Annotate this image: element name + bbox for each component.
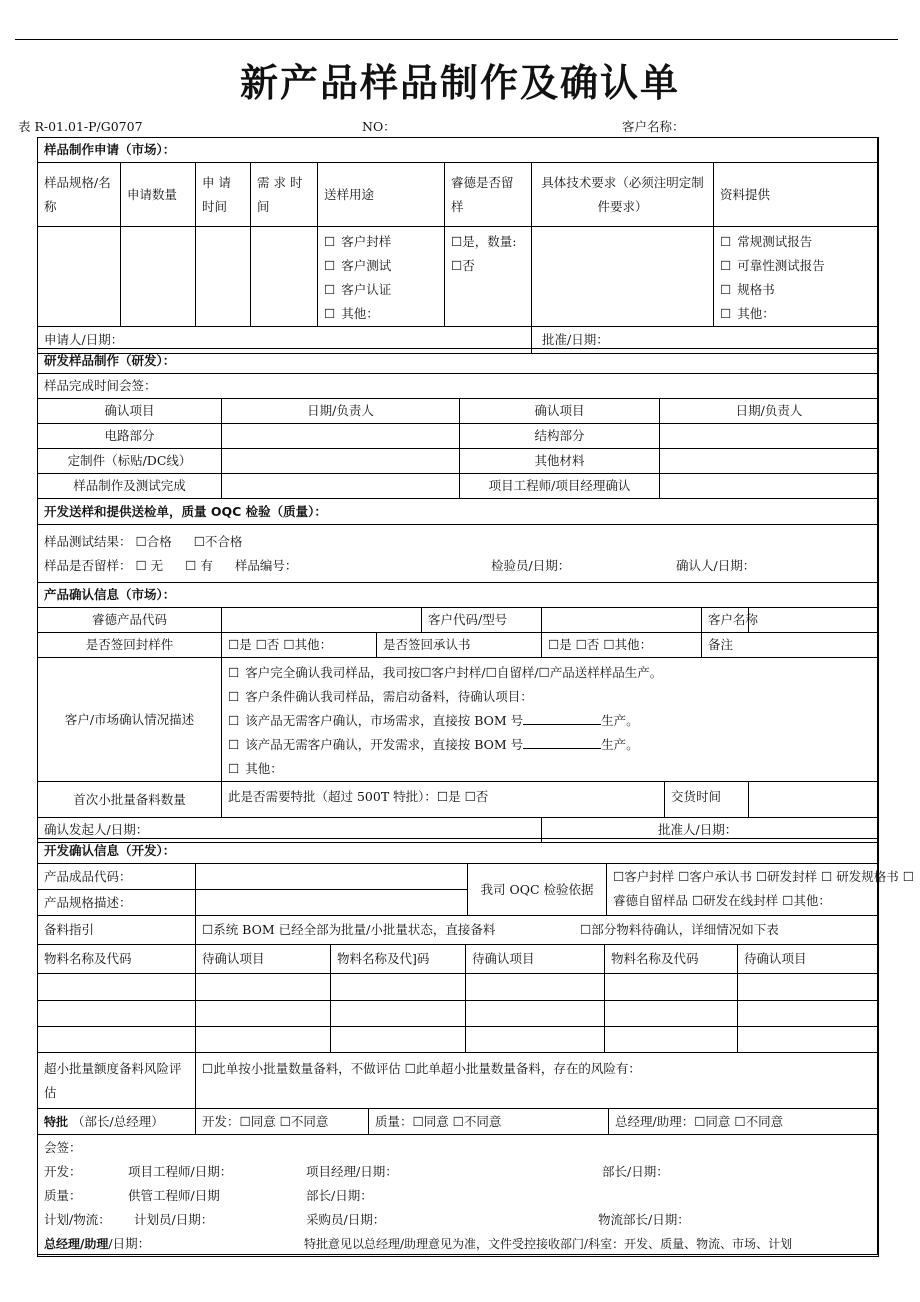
customer-name-cell-label: 客户名称: [702, 608, 749, 633]
approval-date-label: 批准/日期：: [542, 332, 609, 347]
dev-director-date[interactable]: 部长/日期：: [602, 1164, 669, 1179]
logistics-director-date[interactable]: 物流部长/日期：: [598, 1212, 690, 1227]
gm-date-label: /日期：: [108, 1236, 151, 1251]
purpose-options: [318, 227, 445, 327]
col-docs: 资料提供: [714, 163, 879, 227]
product-desc-label: 产品规格描述：: [38, 890, 196, 916]
inspector-date[interactable]: 检验员/日期：: [491, 558, 571, 573]
gm-date[interactable]: [44, 1232, 150, 1256]
input-delivery-time[interactable]: [749, 782, 879, 818]
input-product-code[interactable]: [222, 608, 422, 633]
input-qty[interactable]: [121, 227, 196, 327]
input-need-time[interactable]: [251, 227, 318, 327]
oqc-options-line1[interactable]: ☐客户封样 ☐客户承认书 ☐研发封样 ☐ 研发规格书 ☐: [613, 869, 914, 884]
item-label: 电路部分: [38, 424, 222, 449]
pending-col: 待确认项目: [196, 945, 331, 974]
input-tech-req[interactable]: [532, 227, 714, 327]
cell[interactable]: [738, 974, 879, 1001]
checkbox-pass[interactable]: ☐合格: [135, 534, 172, 549]
section-dev-confirmation: [37, 838, 914, 945]
bom-blank[interactable]: [523, 736, 601, 749]
checkbox-doc[interactable]: ☐ 规格书: [720, 278, 872, 302]
section-oqc-inspection: [37, 498, 879, 583]
planner-date[interactable]: 计划员/日期：: [134, 1212, 214, 1227]
initiator-date[interactable]: 确认发起人/日期：: [38, 818, 542, 843]
planning-label: 计划/物流：: [44, 1212, 111, 1227]
section-product-confirmation: [37, 582, 879, 843]
special-approval-question[interactable]: 此是否需要特批（超过 500T 特批）：☐是 ☐否: [222, 782, 665, 818]
cell[interactable]: [466, 1001, 605, 1027]
produce-text: 生产。: [601, 713, 639, 728]
cell[interactable]: [38, 1001, 196, 1027]
retain-options: [445, 227, 532, 327]
section-risk-approval: [37, 1052, 879, 1135]
checkbox-other[interactable]: ☐ 其他：: [228, 757, 872, 781]
bom-guide-label: 备料指引: [38, 916, 196, 945]
col-date-owner: 日期/负责人: [222, 399, 460, 424]
document-title: 新产品样品制作及确认单: [239, 61, 680, 105]
checkbox-purpose[interactable]: ☐ 客户认证: [324, 278, 438, 302]
produce-text: 生产。: [601, 737, 639, 752]
checkbox-dev-demand[interactable]: [228, 733, 872, 757]
section-countersign: [37, 1134, 879, 1257]
sign-back-letter-options[interactable]: ☐是 ☐否 ☐其他：: [542, 633, 702, 658]
checkbox-conditional-confirm[interactable]: ☐ 客户条件确认我司样品，需启动备料，待确认项目：: [228, 685, 872, 709]
inspection-result: [38, 525, 879, 583]
special-title: 特批: [44, 1114, 69, 1129]
distribution-note: 特批意见以总经理/助理意见为准，文件受控接收部门/科室：开发、质量、物流、市场、计划: [304, 1237, 793, 1251]
countersign-block: [38, 1135, 879, 1257]
quality-director-date[interactable]: 部长/日期：: [306, 1188, 373, 1203]
col-spec-name: 样品规格/名称: [38, 163, 121, 227]
checkbox-purpose[interactable]: ☐ 其他：: [324, 302, 438, 326]
checkbox-doc[interactable]: ☐ 常规测试报告: [720, 230, 872, 254]
confirmer-date[interactable]: 确认人/日期：: [676, 558, 756, 573]
test-result-label: 样品测试结果：: [44, 534, 132, 549]
market-demand-text: ☐ 该产品无需客户确认，市场需求，直接按 BOM 号: [228, 713, 523, 728]
purchaser-date[interactable]: 采购员/日期：: [306, 1212, 386, 1227]
countersign-label: 会签：: [44, 1140, 82, 1155]
col-confirm-item: 确认项目: [460, 399, 660, 424]
col-purpose: 送样用途: [318, 163, 445, 227]
sign-back-letter-label: 是否签回承认书: [377, 633, 542, 658]
checkbox-has[interactable]: ☐ 有: [185, 558, 213, 573]
col-tech-req: 具体技术要求（必须注明定制件要求）: [532, 163, 714, 227]
checkbox-bom-ready[interactable]: ☐系统 BOM 已经全部为批量/小批量状态，直接备料: [202, 922, 496, 937]
section-header: 开发送样和提供送检单，质量 OQC 检验（质量）：: [38, 499, 879, 525]
col-need-time: 需 求 时 间: [251, 163, 318, 227]
product-code-label: 睿德产品代码: [38, 608, 222, 633]
checkbox-retain-no[interactable]: ☐否: [451, 258, 475, 273]
item-label: 结构部分: [460, 424, 660, 449]
project-engineer-date[interactable]: 项目工程师/日期：: [128, 1164, 233, 1179]
material-col: 物料名称及代]码: [331, 945, 466, 974]
oqc-basis-label: 我司 OQC 检验依据: [468, 864, 607, 916]
cell[interactable]: [331, 1027, 466, 1053]
customer-name-label: 客户名称：: [622, 119, 685, 134]
input-date-owner[interactable]: [660, 449, 879, 474]
material-table: [37, 944, 879, 1053]
project-manager-date[interactable]: 项目经理/日期：: [306, 1164, 398, 1179]
item-label: 定制件（标贴/DC线）: [38, 449, 222, 474]
checkbox-fail[interactable]: ☐不合格: [193, 534, 243, 549]
input-customer-name[interactable]: [749, 608, 879, 633]
col-confirm-item: 确认项目: [38, 399, 222, 424]
quality-approval[interactable]: 质量：☐同意 ☐不同意: [369, 1109, 609, 1135]
col-apply-time: 申 请 时间: [196, 163, 251, 227]
material-col: 物料名称及代码: [605, 945, 738, 974]
first-batch-qty-label: 首次小批量备料数量: [38, 782, 222, 818]
oqc-basis-options: [607, 864, 914, 916]
sample-number[interactable]: 样品编号：: [234, 558, 298, 573]
quality-label: 质量：: [44, 1188, 82, 1203]
material-col: 物料名称及代码: [38, 945, 196, 974]
section-header: 产品确认信息（市场）：: [38, 583, 879, 608]
input-date-owner[interactable]: [222, 449, 460, 474]
customer-code-label: 客户代码/型号: [422, 608, 542, 633]
description-options: [222, 658, 879, 782]
special-sub: （部长/总经理）: [72, 1113, 164, 1129]
cell[interactable]: [331, 1001, 466, 1027]
item-label: 项目工程师/项目经理确认: [460, 474, 660, 499]
top-rule: [15, 39, 898, 40]
input-date-owner[interactable]: [222, 424, 460, 449]
risk-options[interactable]: ☐此单按小批量数量备料，不做评估 ☐此单超小批量数量备料，存在的风险有：: [196, 1053, 879, 1109]
risk-label: 超小批量额度备料风险评估: [38, 1053, 196, 1109]
input-date-owner[interactable]: [660, 474, 879, 499]
cell[interactable]: [738, 1027, 879, 1053]
cell[interactable]: [605, 974, 738, 1001]
table-row: [38, 1027, 879, 1053]
bom-guide-options: [196, 916, 879, 945]
dev-label: 开发：: [44, 1164, 82, 1179]
supplier-engineer-date[interactable]: 供管工程师/日期: [128, 1188, 220, 1203]
item-label: 其他材料: [460, 449, 660, 474]
completion-sign: 样品完成时间会签：: [38, 374, 879, 399]
input-customer-code[interactable]: [542, 608, 702, 633]
col-retain: 睿德是否留样: [445, 163, 532, 227]
sign-back-sample-options[interactable]: ☐是 ☐否 ☐其他：: [222, 633, 377, 658]
pending-col: 待确认项目: [466, 945, 605, 974]
retain-label: 样品是否留样：: [44, 558, 132, 573]
input-date-owner[interactable]: [660, 424, 879, 449]
sign-back-sample-label: 是否签回封样件: [38, 633, 222, 658]
item-label: 样品制作及测试完成: [38, 474, 222, 499]
checkbox-full-confirm[interactable]: ☐ 客户完全确认我司样品，我司按☐客户封样/☐自留样/☐产品送样样品生产。: [228, 661, 872, 685]
col-qty: 申请数量: [121, 163, 196, 227]
checkbox-bom-partial[interactable]: ☐部分物料待确认，详细情况如下表: [580, 922, 779, 937]
checkbox-purpose[interactable]: ☐ 客户封样: [324, 230, 438, 254]
section-sample-application: [37, 137, 879, 354]
cell[interactable]: [466, 1027, 605, 1053]
cell[interactable]: [38, 974, 196, 1001]
cell[interactable]: [331, 974, 466, 1001]
doc-options: [714, 227, 879, 327]
applicant-date[interactable]: 申请人/日期：: [38, 327, 532, 354]
section-header: 研发样品制作（研发）：: [38, 349, 879, 374]
input-spec[interactable]: [38, 227, 121, 327]
pending-col: 待确认项目: [738, 945, 879, 974]
remark-label: 备注: [702, 633, 879, 658]
dev-approval[interactable]: 开发：☐同意 ☐不同意: [196, 1109, 369, 1135]
input-date-owner[interactable]: [222, 474, 460, 499]
cell[interactable]: [196, 1027, 331, 1053]
section-header: 开发确认信息（开发）：: [38, 839, 879, 864]
checkbox-purpose[interactable]: ☐ 客户测试: [324, 254, 438, 278]
col-date-owner: 日期/负责人: [660, 399, 879, 424]
bom-blank[interactable]: [523, 712, 601, 725]
no-label: NO：: [362, 119, 396, 134]
approver-date[interactable]: 批准人/日期：: [542, 818, 879, 843]
cell[interactable]: [605, 1001, 738, 1027]
table-row: [38, 974, 879, 1001]
cell[interactable]: [196, 974, 331, 1001]
cell[interactable]: [466, 974, 605, 1001]
section-rd-production: [37, 348, 879, 499]
special-approval-label: [38, 1109, 196, 1135]
form-number: 表 R-01.01-P/G0707: [18, 119, 143, 134]
oqc-options-line2[interactable]: 睿德自留样品 ☐研发在线封样 ☐其他：: [613, 893, 831, 908]
cell[interactable]: [738, 1001, 879, 1027]
checkbox-retain-yes[interactable]: ☐是，数量:: [451, 234, 517, 249]
input-product-desc[interactable]: [196, 890, 468, 916]
checkbox-doc[interactable]: ☐ 可靠性测试报告: [720, 254, 872, 278]
cell[interactable]: [196, 1001, 331, 1027]
dev-demand-text: ☐ 该产品无需客户确认，开发需求，直接按 BOM 号: [228, 737, 523, 752]
section-header: 样品制作申请（市场）：: [38, 138, 879, 163]
gm-approval[interactable]: 总经理/助理：☐同意 ☐不同意: [609, 1109, 879, 1135]
description-label: 客户/市场确认情况描述: [38, 658, 222, 782]
checkbox-doc[interactable]: ☐ 其他：: [720, 302, 872, 326]
input-product-code[interactable]: [196, 864, 468, 890]
checkbox-none[interactable]: ☐ 无: [135, 558, 164, 573]
delivery-time-label: 交货时间: [665, 782, 749, 818]
checkbox-market-demand[interactable]: [228, 709, 872, 733]
gm-label: 总经理/助理: [44, 1237, 109, 1251]
product-code-label: 产品成品代码：: [38, 864, 196, 890]
input-apply-time[interactable]: [196, 227, 251, 327]
cell[interactable]: [605, 1027, 738, 1053]
cell[interactable]: [38, 1027, 196, 1053]
table-row: [38, 1001, 879, 1027]
